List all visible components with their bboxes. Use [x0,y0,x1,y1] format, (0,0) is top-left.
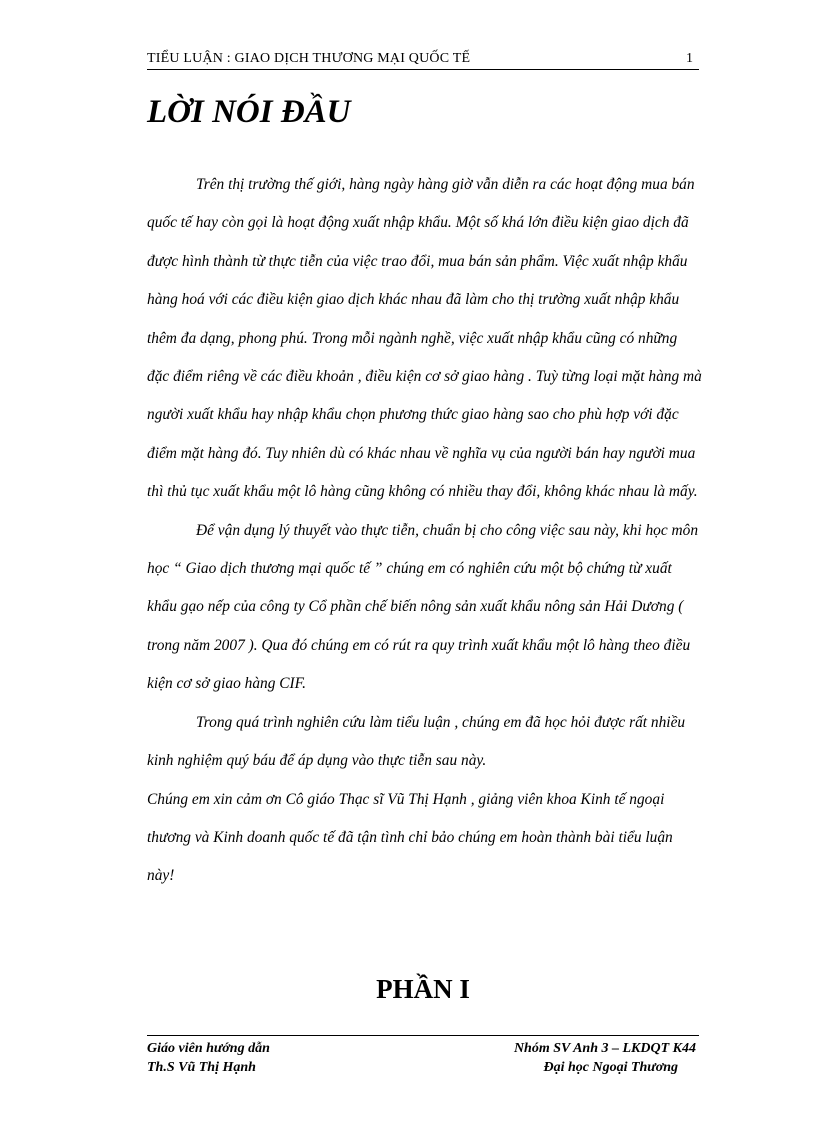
page-header [147,49,699,70]
footer-university: Đại học Ngoại Thương [543,1060,678,1075]
paragraph-3: Trong quá trình nghiên cứu làm tiểu luận , chúng em đã học hỏi được rất nhiều kinh nghiệm quý báu để áp dụng vào thực tiễn sau này. [147,713,686,770]
footer-advisor-label: Giáo viên hướng dẫn [147,1041,270,1056]
page-number: 1 [686,51,693,66]
main-title: LỜI NÓI ĐẦU [147,94,351,130]
paragraph-4: Chúng em xin cảm ơn Cô giáo Thạc sĩ Vũ Thị Hạnh , giảng viên khoa Kinh tế ngoại thương và Kinh doanh quốc tế đã tận tình chỉ bảo chúng em hoàn thành bài tiểu luận này! [147,790,673,885]
footer-advisor-name: Th.S Vũ Thị Hạnh [147,1060,256,1075]
paragraph-1: Trên thị trường thế giới, hàng ngày hàng giờ vẫn diễn ra các hoạt động mua bán quốc tế hay còn gọi là hoạt động xuất nhập khẩu. Một số khá lớn điều kiện giao dịch đã được hình thành từ thực tiễn của việc trao đổi, mua bán sản phẩm. Việc xuất nhập khẩu hàng hoá với các điều kiện giao dịch khác nhau đã làm cho thị trường xuất nhập khẩu thêm đa dạng, phong phú. Trong mỗi ngành nghề, việc xuất nhập khẩu cũng có những đặc điểm riêng về các điều khoản , điều kiện cơ sở giao hàng . Tuỳ từng loại mặt hàng mà người xuất khẩu hay nhập khẩu chọn phương thức giao hàng sao cho phù hợp với đặc điểm mặt hàng đó. Tuy nhiên dù có khác nhau về nghĩa vụ của người bán hay người mua thì thủ tục xuất khẩu một lô hàng cũng không có nhiều thay đổi, không khác nhau là mấy. [147,176,702,501]
paragraph-2: Để vận dụng lý thuyết vào thực tiễn, chuẩn bị cho công việc sau này, khi học môn học “ Giao dịch thương mại quốc tế ” chúng em có nghiên cứu một bộ chứng từ xuất khẩu gạo nếp của công ty Cổ phần chế biến nông sản xuất khẩu nông sản Hải Dương ( trong năm 2007 ). Qua đó chúng em có rút ra quy trình xuất khẩu một lô hàng theo điều kiện cơ sở giao hàng CIF. [147,521,699,693]
footer-group-name: Nhóm SV Anh 3 – LKDQT K44 [513,1041,696,1056]
body-text [147,166,702,896]
header-title: TIỂU LUẬN : GIAO DỊCH THƯƠNG MẠI QUỐC TẾ [147,51,471,66]
footer-divider [147,1035,699,1036]
section-title: PHẦN I [376,974,470,1004]
